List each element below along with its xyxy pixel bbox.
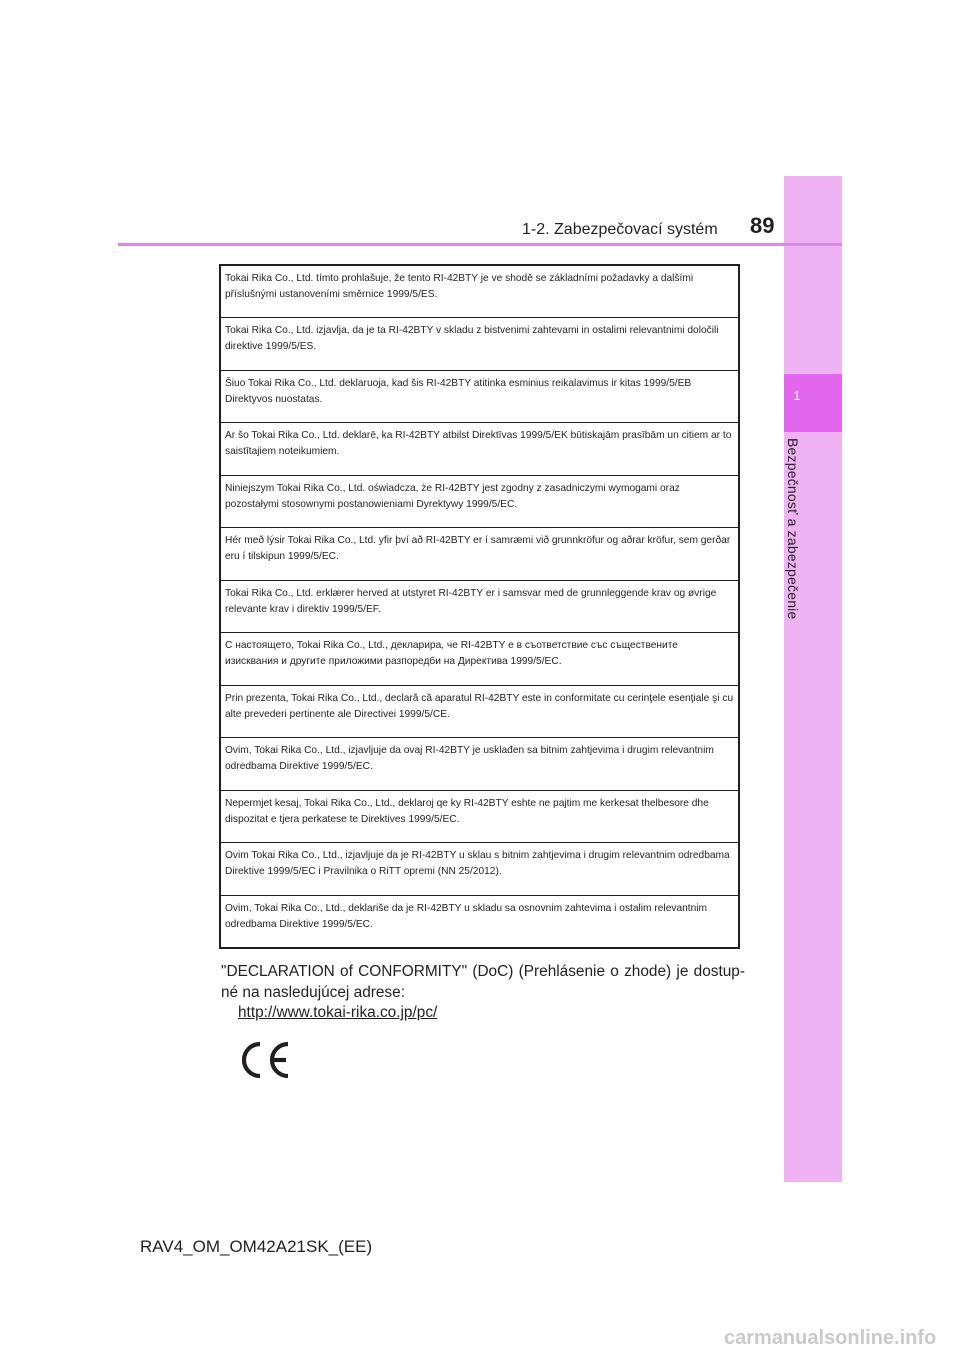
declaration-row: Tokai Rika Co., Ltd. tímto prohlašuje, že tento RI-42BTY je ve shodě se základními požadavky a dalšími příslušnými ustanoveními směrnice 1999/5/ES.: [221, 266, 738, 318]
declaration-row: Niniejszym Tokai Rika Co., Ltd. oświadcza, że RI-42BTY jest zgodny z zasadniczymi wymogami oraz pozostałymi stosownymi postanowieniami Dyrektywy 1999/5/EC.: [221, 476, 738, 528]
chapter-number: 1: [793, 388, 801, 403]
side-chapter-tab-active: [784, 374, 842, 432]
doc-link[interactable]: http://www.tokai-rika.co.jp/pc/: [238, 1004, 438, 1021]
declaration-row: Prin prezenta, Tokai Rika Co., Ltd., declară că aparatul RI-42BTY este in conformitate cu cerinţele esenţiale şi cu alte prevederi pertinente ale Directivei 1999/5/CE.: [221, 686, 738, 738]
doc-availability-text: "DECLARATION of CONFORMITY" (DoC) (Prehlásenie o zhode) je dostup-né na nasledujúcej adrese:: [221, 963, 745, 1001]
watermark: carmanualsonline.info: [724, 1327, 937, 1349]
declaration-row: Ovim Tokai Rika Co., Ltd., izjavljuje da je RI-42BTY u sklau s bitnim zahtjevima i drugim relevantnim odredbama Direktive 1999/5/EC i Pravilnika o RiTT opremi (NN 25/2012).: [221, 843, 738, 895]
page-number: 89: [750, 213, 775, 238]
ce-mark-icon: [238, 1040, 292, 1080]
declaration-row: Ar šo Tokai Rika Co., Ltd. deklarē, ka RI-42BTY atbilst Direktīvas 1999/5/EK būtiskajām prasībām un citiem ar to saistītajiem noteikumiem.: [221, 423, 738, 475]
declaration-row: Nepermjet kesaj, Tokai Rika Co., Ltd., deklaroj qe ky RI-42BTY eshte ne pajtim me kerkesat thelbesore dhe dispozitat e tjera perkatese te Direktives 1999/5/EC.: [221, 791, 738, 843]
manual-code: RAV4_OM_OM42A21SK_(EE): [140, 1237, 373, 1256]
section-title: 1-2. Zabezpečovací systém: [522, 221, 718, 238]
side-chapter-tab: [784, 176, 842, 1182]
declaration-row: Tokai Rika Co., Ltd. izjavlja, da je ta RI-42BTY v skladu z bistvenimi zahtevami in ostalimi relevantnimi določili direktive 1999/5/ES.: [221, 318, 738, 370]
declaration-row: Ovim, Tokai Rika Co., Ltd., izjavljuje da ovaj RI-42BTY je usklađen sa bitnim zahtjevima i drugim relevantnim odredbama Direktive 1999/5/EC.: [221, 738, 738, 790]
declaration-row: Tokai Rika Co., Ltd. erklærer herved at utstyret RI-42BTY er i samsvar med de grunnleggende krav og øvrige relevante krav i direktiv 1999/5/EF.: [221, 581, 738, 633]
chapter-label: Bezpečnosť a zabezpečenie: [785, 438, 801, 620]
declaration-row: Ovim, Tokai Rika Co., Ltd., deklariše da je RI-42BTY u skladu sa osnovnim zahtevima i ostalim relevantnim odredbama Direktive 1999/5/EC.: [225, 902, 708, 930]
declarations-table: [219, 264, 740, 949]
declaration-row: Šiuo Tokai Rika Co., Ltd. deklaruoja, kad šis RI-42BTY atitinka esminius reikalavimus ir kitas 1999/5/EB Direktyvos nuostatas.: [221, 371, 738, 423]
header-rule: [118, 243, 842, 246]
declaration-row: С настоящето, Tokai Rika Co., Ltd., декларира, че RI-42BTY е в съответствие със съществените изисквания и другите приложими разпоредби на Директива 1999/5/EC.: [221, 633, 738, 685]
declaration-row: Hér með lýsir Tokai Rika Co., Ltd. yfir því að RI-42BTY er í samræmi við grunnkröfur og aðrar kröfur, sem gerðar eru í tilskipun 1999/5/EC.: [221, 528, 738, 580]
